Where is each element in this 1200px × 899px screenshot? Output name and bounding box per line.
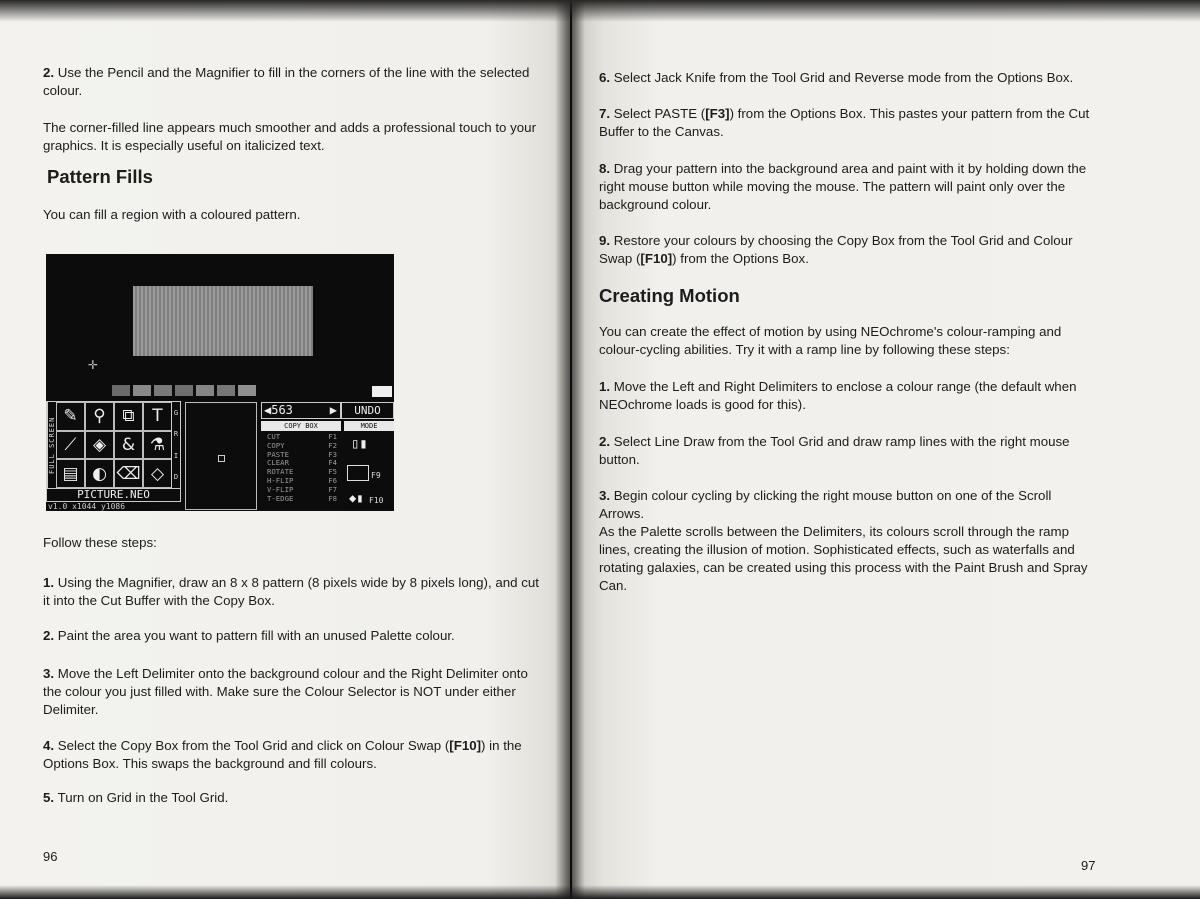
heading-pattern-fills: Pattern Fills	[47, 166, 153, 187]
line-draw-icon: ⟋	[56, 431, 85, 460]
tool-icons	[56, 402, 172, 488]
top-edge-shadow	[0, 0, 1200, 22]
palette-white-swatch	[372, 386, 392, 397]
step-3: 3. Move the Left Delimiter onto the background colour and the Right Delimiter onto the colour you just filled with. Make sure the Colour Selector is NOT under either Delimiter.	[43, 666, 528, 717]
palette-strip	[112, 385, 256, 396]
eraser-icon: ⌫	[114, 459, 143, 488]
palette-swatch	[175, 385, 193, 396]
motion-step-2: 2. Select Line Draw from the Tool Grid and draw ramp lines with the right mouse button.	[599, 434, 1070, 467]
colour-selector-box	[185, 402, 257, 510]
tool-grid	[46, 401, 181, 489]
mode-icon: ▯▮	[351, 436, 368, 452]
cycle-icon: ◆▮	[349, 491, 364, 505]
page-number-right: 97	[1081, 858, 1096, 873]
motion-step-3: 3. Begin colour cycling by clicking the right mouse button on one of the Scroll Arrows.	[599, 488, 1052, 521]
option-row: V-FLIP F7	[267, 484, 337, 494]
options-box	[261, 402, 394, 511]
option-row: ROTATE F5	[267, 467, 337, 477]
paragraph-smooth-line: The corner-filled line appears much smoother and adds a professional touch to your graphics. It is especially useful on italicized text.	[43, 120, 536, 153]
coordinate-readout: v1.0 x1044 y1086	[48, 502, 126, 511]
crosshair-cursor-icon: ✛	[88, 354, 98, 373]
step-8: 8. Drag your pattern into the background area and paint with it by holding down the right mouse button while moving the mouse. The pattern will paint only over the background colour.	[599, 161, 1087, 212]
mode-header: MODE	[344, 421, 394, 431]
copy-box-icon: ⧉	[114, 402, 143, 431]
magnifier-icon: ⚲	[85, 402, 114, 431]
paragraph-motion-intro: You can create the effect of motion by using NEOchrome's colour-ramping and colour-cycling abilities. Try it with a ramp line by following these steps:	[599, 324, 1062, 357]
grid-letter: R	[173, 430, 179, 439]
palette-swatch	[217, 385, 235, 396]
step-6: 6. Select Jack Knife from the Tool Grid and Reverse mode from the Options Box.	[599, 70, 1074, 85]
options-top-bar	[261, 402, 394, 419]
undo-label: UNDO	[341, 402, 394, 419]
disk-icon: ▤	[56, 459, 85, 488]
step-1: 1. Using the Magnifier, draw an 8 x 8 pattern (8 pixels wide by 8 pixels long), and cut it into the Cut Buffer with the Copy Box.	[43, 575, 539, 608]
step-2: 2. Paint the area you want to pattern fill with an unused Palette colour.	[43, 628, 455, 643]
motion-step-1: 1. Move the Left and Right Delimiters to enclose a colour range (the default when NEOchrome loads is good for this).	[599, 379, 1077, 412]
palette-swatch	[133, 385, 151, 396]
spray-can-icon: ⚗	[143, 431, 172, 460]
options-list	[263, 433, 341, 503]
palette-swatch	[196, 385, 214, 396]
full-screen-label: FULL SCREEN	[47, 402, 56, 488]
palette-swatch	[154, 385, 172, 396]
step-9: 9. Restore your colours by choosing the Copy Box from the Tool Grid and Colour Swap ([F10]) from the Options Box.	[599, 233, 1073, 266]
right-page	[572, 0, 1200, 899]
step-4: 4. Select the Copy Box from the Tool Grid and click on Colour Swap ([F10]) in the Options Box. This swaps the background and fill colours.	[43, 738, 522, 771]
f9-label: F9	[371, 471, 381, 480]
pattern-canvas-area	[133, 286, 313, 356]
option-row: PASTE F3	[267, 449, 337, 459]
step-2-smoothing: 2. Use the Pencil and the Magnifier to fill in the corners of the line with the selected colour.	[43, 65, 530, 98]
neochrome-screenshot	[46, 254, 394, 511]
paragraph-closing: As the Palette scrolls between the Delimiters, its colours scroll through the ramp lines, creating the illusion of motion. Sophisticated effects, such as waterfalls and rotating galaxies, can be created using this process with the Paint Brush and Spray Can.	[599, 524, 1088, 593]
left-page	[0, 0, 570, 899]
step-5: 5. Turn on Grid in the Tool Grid.	[43, 790, 229, 805]
paintbrush-icon: ✎	[56, 402, 85, 431]
follow-steps: Follow these steps:	[43, 535, 157, 550]
copy-box-header: COPY BOX	[261, 421, 341, 431]
palette-swatch	[238, 385, 256, 396]
palette-swatch	[112, 385, 130, 396]
option-row: T-EDGE F8	[267, 493, 337, 503]
options-header	[261, 421, 394, 431]
option-row: CLEAR F4	[267, 458, 337, 468]
step-7: 7. Select PASTE ([F3]) from the Options Box. This pastes your pattern from the Cut Buffer to the Canvas.	[599, 106, 1090, 139]
counter-display: ◀563 ▶	[261, 402, 341, 419]
grid-toggle-label	[171, 402, 180, 488]
picture-name: PICTURE.NEO	[46, 488, 181, 502]
grid-letter: D	[173, 473, 179, 482]
option-row: CUT F1	[267, 432, 337, 441]
right-arrow-icon: ▶	[329, 403, 337, 417]
fill-bucket-icon: ◈	[85, 431, 114, 460]
option-row: COPY F2	[267, 440, 337, 450]
mode-box	[345, 433, 393, 509]
option-row: H-FLIP F6	[267, 475, 337, 485]
selector-square-icon	[218, 455, 225, 462]
colour-swap-icon	[347, 465, 369, 481]
book-spine-shadow	[555, 0, 585, 899]
f10-label: F10	[369, 496, 384, 505]
page-number-left: 96	[43, 849, 58, 864]
paragraph-intro: You can fill a region with a coloured pattern.	[43, 207, 301, 222]
heading-creating-motion: Creating Motion	[599, 285, 740, 306]
text-tool-icon: T	[143, 402, 172, 431]
palette-tool-icon: ◐	[85, 459, 114, 488]
bottom-edge-shadow	[0, 885, 1200, 899]
grid-letter: G	[173, 408, 179, 417]
shapes-icon: ◇	[143, 459, 172, 488]
grid-letter: I	[173, 451, 179, 460]
jack-knife-icon: &	[114, 431, 143, 460]
